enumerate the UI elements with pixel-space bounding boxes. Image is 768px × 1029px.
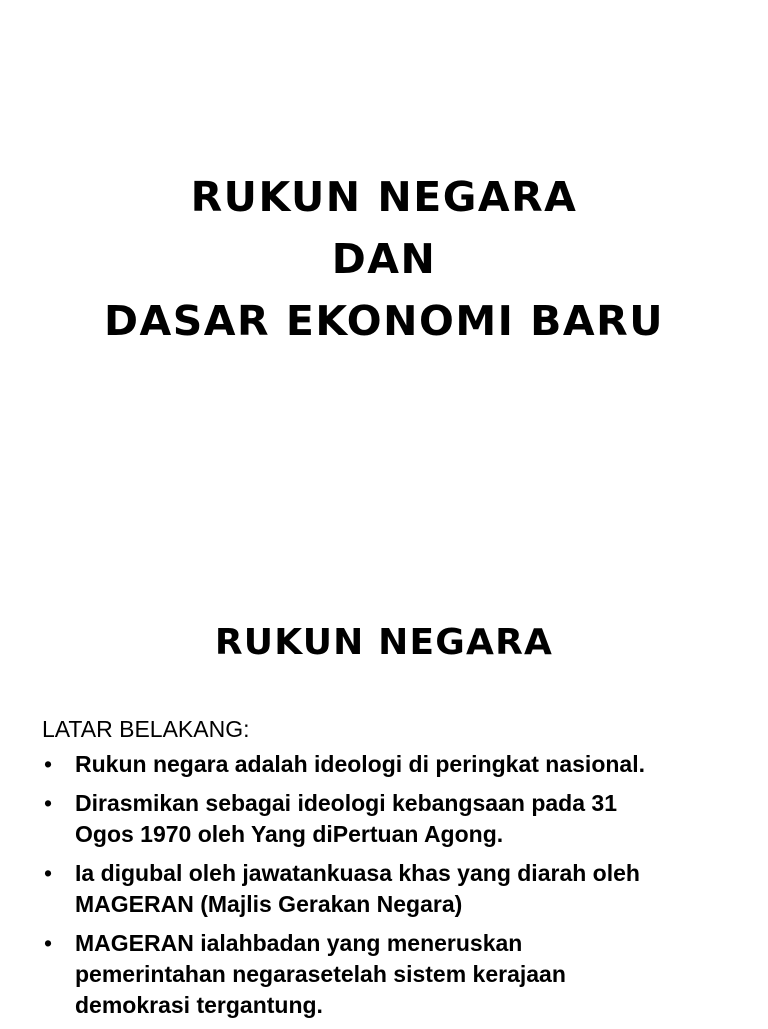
- list-item: [42, 749, 742, 780]
- content-slide-title: RUKUN NEGARA: [214, 622, 554, 663]
- list-item-text: [75, 928, 742, 1021]
- title-line: RUKUN NEGARA: [190, 173, 578, 221]
- list-item-line: Dirasmikan sebagai ideologi kebangsaan pada 31: [75, 790, 617, 816]
- list-item-line: Rukun negara adalah ideologi di peringkat nasional.: [75, 751, 645, 777]
- list-item: [42, 788, 742, 850]
- list-item-text: [75, 788, 742, 850]
- list-item-line: pemerintahan negarasetelah sistem kerajaan: [75, 961, 566, 987]
- list-item-line: Ogos 1970 oleh Yang diPertuan Agong.: [75, 821, 504, 847]
- bullet-dot-icon: •: [44, 790, 53, 816]
- bullet-dot-icon: •: [44, 930, 53, 956]
- title-line: DAN: [331, 235, 437, 283]
- content-body: [42, 714, 742, 1029]
- bullet-dot-icon: •: [44, 860, 53, 886]
- list-item-text: [75, 749, 742, 780]
- title-slide-heading: [0, 166, 768, 352]
- list-item: [42, 858, 742, 920]
- list-item-line: Ia digubal oleh jawatankuasa khas yang diarah oleh: [75, 860, 640, 886]
- title-line: DASAR EKONOMI BARU: [104, 297, 664, 345]
- list-item: [42, 928, 742, 1021]
- content-slide: [0, 576, 768, 1024]
- list-item-text: [75, 858, 742, 920]
- list-item-line: demokrasi tergantung.: [75, 992, 323, 1018]
- bullet-list: [42, 749, 742, 1021]
- section-heading: LATAR BELAKANG:: [42, 716, 250, 742]
- list-item-line: MAGERAN ialahbadan yang meneruskan: [75, 930, 523, 956]
- list-item-line: MAGERAN (Majlis Gerakan Negara): [75, 891, 463, 917]
- bullet-dot-icon: •: [44, 751, 53, 777]
